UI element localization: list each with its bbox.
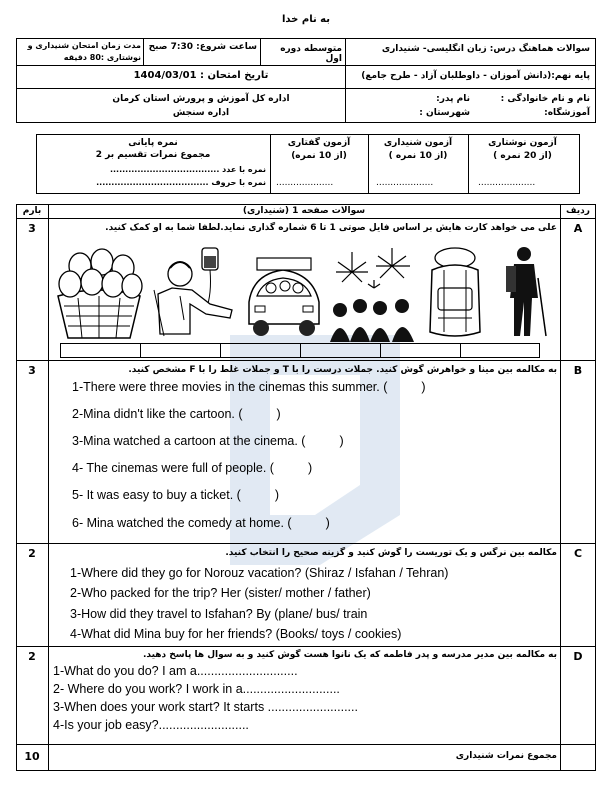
section-d-letter: D (573, 650, 583, 663)
col-row-header: ردیف (566, 206, 590, 216)
subject-line: سوالات هماهنگ درس: زبان انگلیسی- شنیداری (381, 44, 590, 54)
d-item-1[interactable]: 1-What do you do? I am a............................. (53, 664, 298, 678)
section-b-mark: 3 (28, 364, 36, 377)
start-time: ساعت شروع: 7:30 صبح (148, 42, 257, 52)
father-name-label: نام پدر: (436, 94, 470, 104)
duration-line1: مدت زمان امتحان شنیداری و (27, 41, 141, 50)
backpack-image (420, 244, 490, 342)
section-d-instruction: به مکالمه بین مدیر مدرسه و پدر فاطمه که یک نانوا هست گوش کنید و به سوال ها پاسخ دهید. (142, 650, 557, 660)
listening-max: (از 10 نمره ) (388, 151, 448, 161)
section-a-instruction: علی می خواهد کارت هایش بر اساس فایل صوتی 1 تا 6 شماره گذاری نماید.لطفا شما به او کمک کنید. (105, 223, 557, 233)
level-label: متوسطه دوره اول (280, 44, 342, 64)
b-item-5: 5- It was easy to buy a ticket. ( ) (72, 488, 279, 502)
final-in-words[interactable]: نمره با حروف ..................................... (96, 178, 266, 187)
c-item-4: 4-What did Mina buy for her friends? (Books/ toys / cookies) (70, 627, 402, 641)
total-label: مجموع نمرات شنیداری (455, 751, 557, 761)
col-title-header: سوالات صفحه 1 (شنیداری) (242, 206, 366, 216)
b-item-4: 4- The cinemas were full of people. ( ) (72, 461, 313, 475)
section-d-mark: 2 (28, 650, 36, 663)
car-trip-image (243, 244, 325, 342)
speaking-title: آزمون گفتاری (287, 138, 351, 148)
fireworks-crowd-image (328, 244, 418, 342)
speaking-score-blank[interactable]: .................... (276, 178, 334, 188)
b-item-3: 3-Mina watched a cartoon at the cinema. ( ) (72, 434, 344, 448)
d-item-3[interactable]: 3-When does your work start? It starts .......................... (53, 700, 358, 714)
eggs-basket-image (52, 244, 146, 342)
section-c-mark: 2 (28, 547, 36, 560)
grade-line: پایه نهم:(دانش آموزان - داوطلبان آزاد - طرح جامع) (361, 71, 590, 81)
duration-line2: نوشتاری :80 دقیقه (63, 53, 141, 62)
written-max: (از 20 نمره ) (493, 151, 552, 161)
speaking-max: (از 10 نمره) (291, 151, 347, 161)
c-item-3: 3-How did they travel to Isfahan? By (plane/ bus/ train (70, 607, 368, 621)
b-item-1: 1-There were three movies in the cinemas this summer. ( ) (72, 380, 426, 394)
page-title: به نام خدا (281, 14, 331, 25)
section-a-mark: 3 (28, 222, 36, 235)
listening-score-blank[interactable]: .................... (376, 178, 434, 188)
written-title: آزمون نوشتاری (488, 138, 557, 148)
section-c-instruction: مکالمه بین نرگس و یک توریست را گوش کنید و گزینه صحیح را انتخاب کنید. (225, 548, 557, 558)
exam-date: تاریخ امتحان : 1404/03/01 (133, 70, 269, 81)
section-b-letter: B (573, 364, 583, 377)
section-a-letter: A (573, 222, 583, 235)
written-score-blank[interactable]: .................... (478, 178, 536, 188)
final-title: نمره پایانی (128, 138, 178, 148)
section-b-instruction: به مکالمه بین مینا و خواهرش گوش کنید. جملات درست را با T و جملات غلط را با F مشخص کنید. (128, 365, 557, 375)
c-item-2: 2-Who packed for the trip? Her (sister/ mother / father) (70, 586, 371, 600)
listening-title: آزمون شنیداری (383, 138, 453, 148)
hiker-image (496, 244, 556, 342)
city-label: شهرستان : (419, 108, 470, 118)
total-mark: 10 (24, 750, 40, 763)
final-desc: مجموع نمرات تقسیم بر 2 (95, 150, 211, 160)
b-item-6: 6- Mina watched the comedy at home. ( ) (72, 516, 330, 530)
d-item-2[interactable]: 2- Where do you work? I work in a............................ (53, 682, 340, 696)
section-c-letter: C (573, 547, 583, 560)
school-label: آموزشگاه: (544, 108, 590, 118)
department-label: اداره کل آموزش و پرورش استان کرمان (112, 94, 290, 104)
final-in-digits[interactable]: نمره با عدد .................................... (109, 165, 266, 174)
blood-donation-image (150, 244, 238, 342)
b-item-2: 2-Mina didn't like the cartoon. ( ) (72, 407, 281, 421)
col-mark-header: بارم (22, 206, 42, 216)
c-item-1: 1-Where did they go for Norouz vacation? (Shiraz / Isfahan / Tehran) (70, 566, 449, 580)
d-item-4[interactable]: 4-Is your job easy?.......................... (53, 718, 249, 732)
student-name-label: نام و نام خانوادگی : (500, 94, 590, 104)
office-label: اداره سنجش (172, 108, 230, 118)
